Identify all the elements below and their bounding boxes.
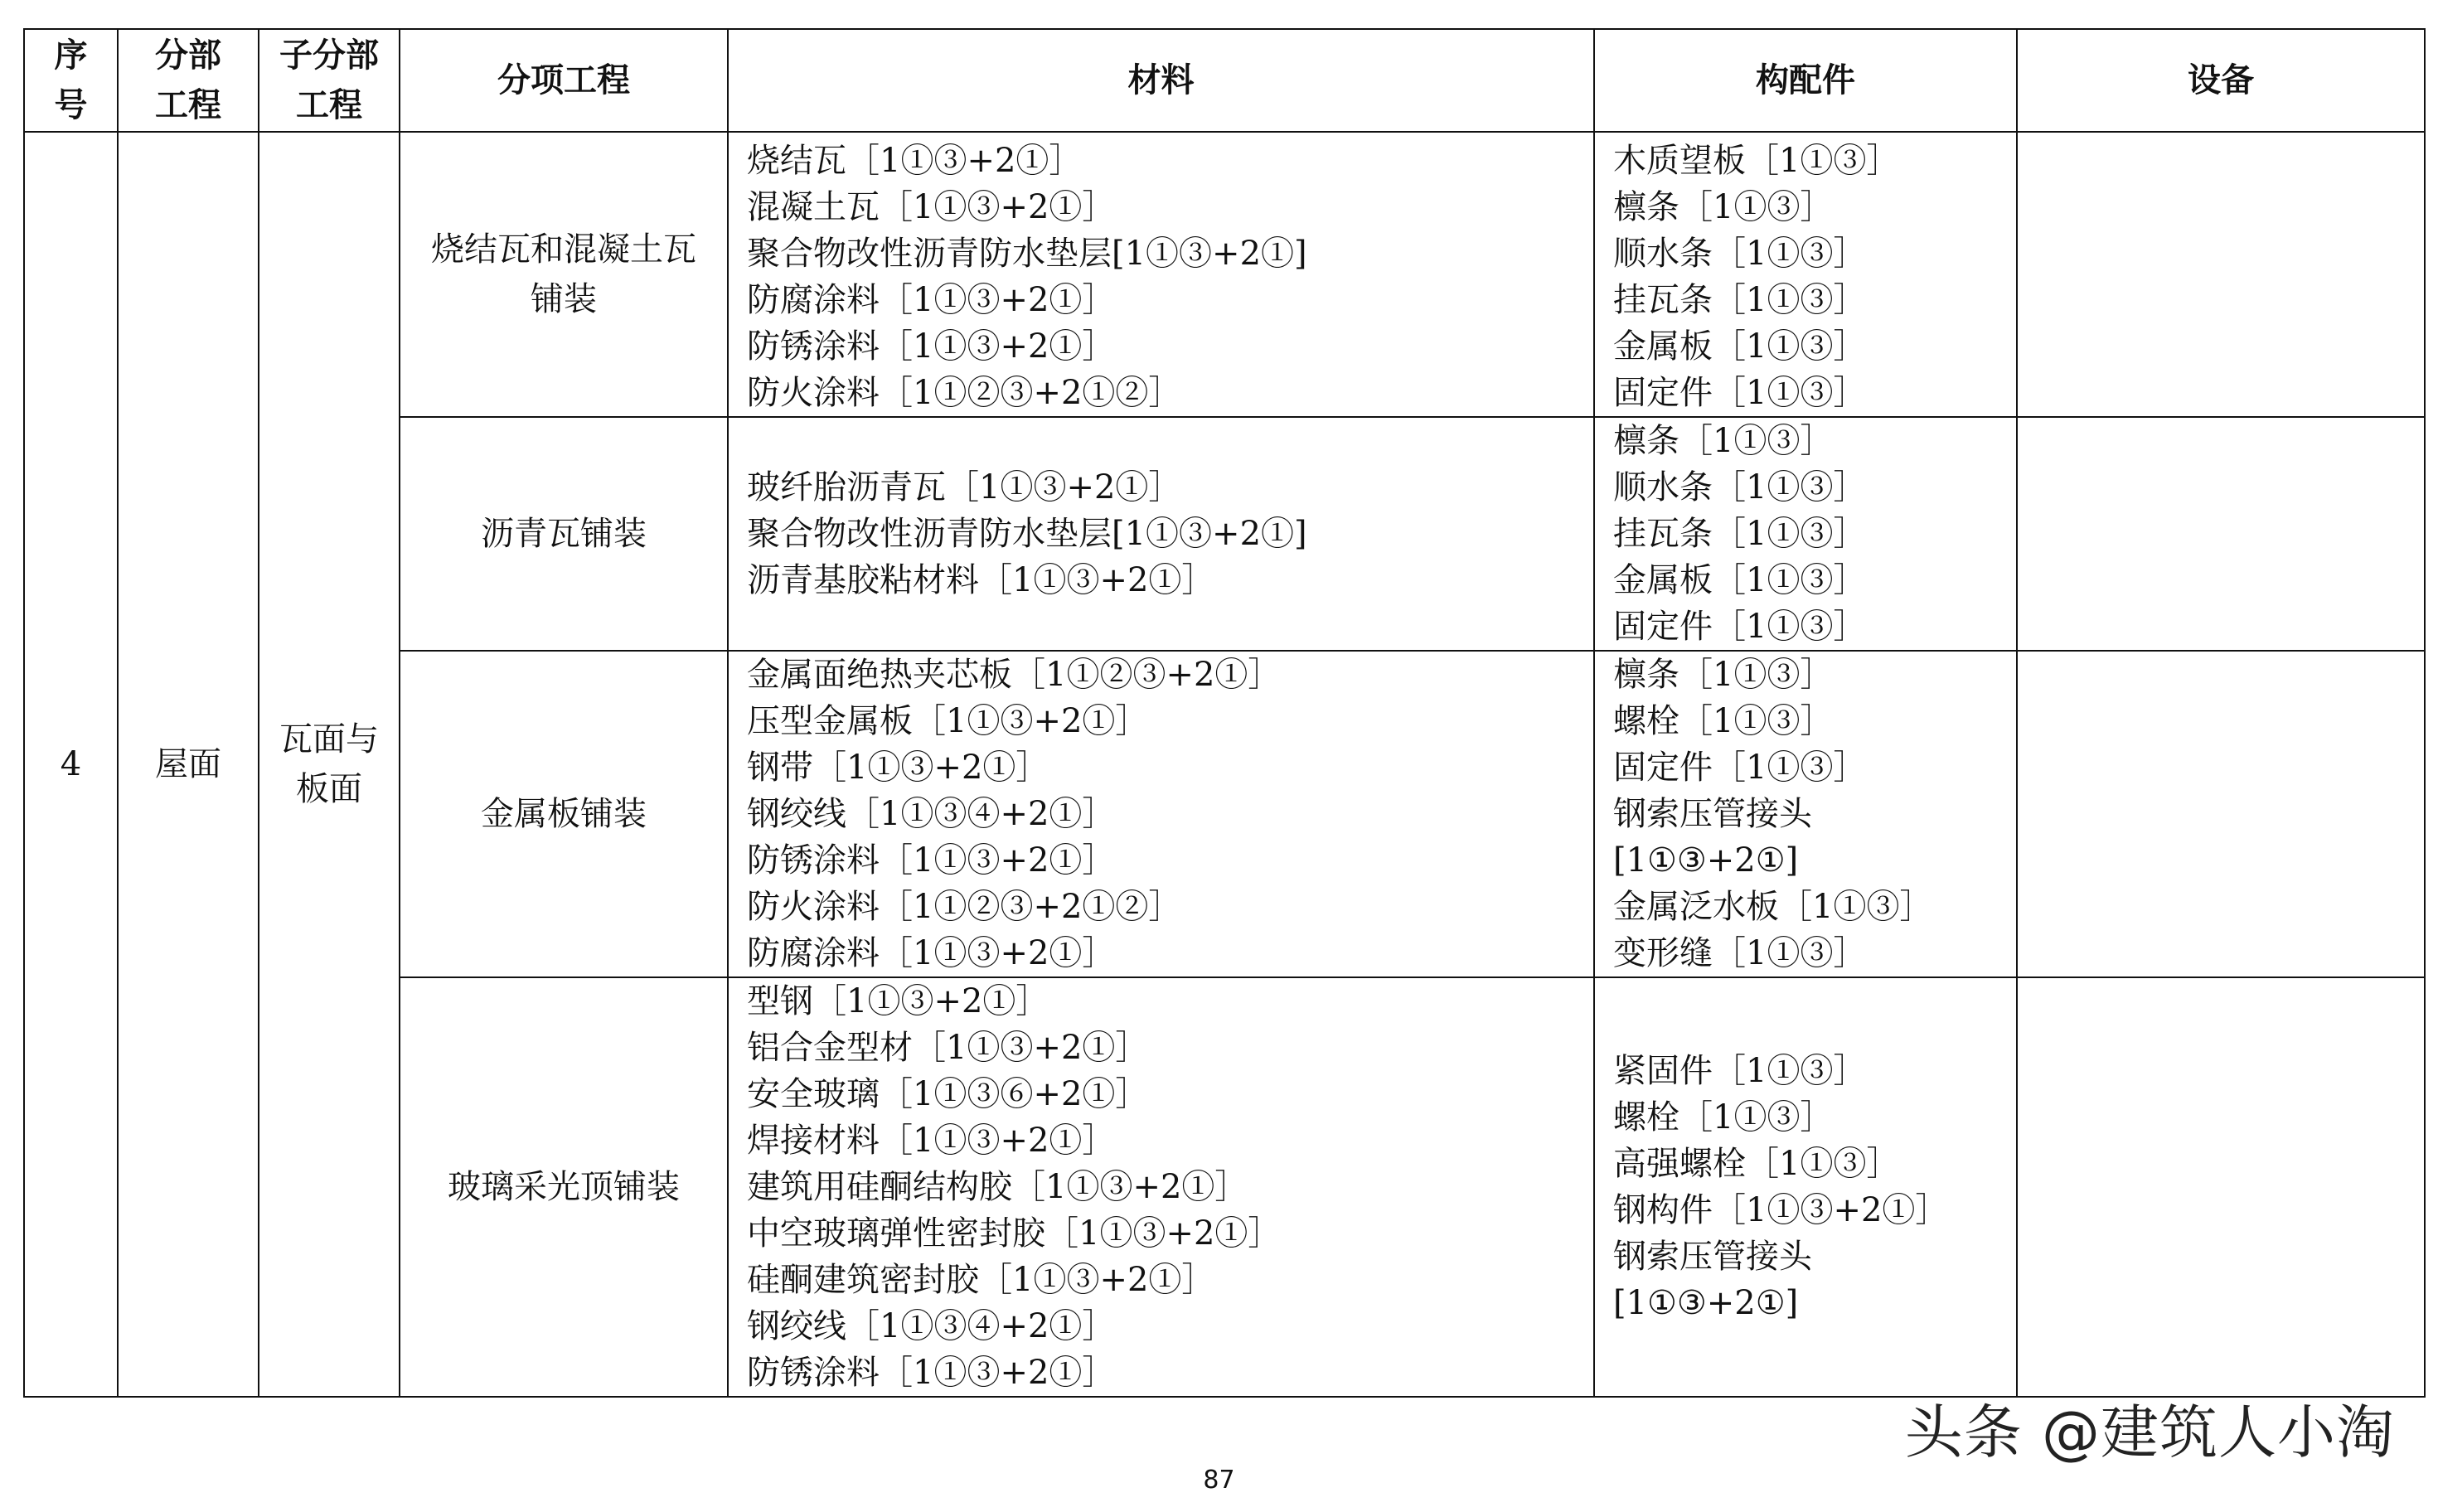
component-entry: 钢构件［1①③+2①］ <box>1613 1191 1949 1229</box>
seq-cell: 4 <box>24 132 118 1397</box>
material-entry: 烧结瓦［1①③+2①］ <box>747 142 1083 180</box>
components-cell <box>1594 651 2017 977</box>
equipment-cell <box>2017 977 2425 1397</box>
component-entry: 檩条［1①③］ <box>1613 656 1834 694</box>
item-name-line: 烧结瓦和混凝土瓦 <box>431 230 696 269</box>
header-row <box>24 29 2425 132</box>
header-seq-line2: 号 <box>54 85 88 124</box>
material-entry: 铝合金型材［1①③+2①］ <box>747 1029 1149 1067</box>
material-entry: 聚合物改性沥青防水垫层[1①③+2①] <box>747 235 1307 273</box>
header-item: 分项工程 <box>400 29 728 132</box>
component-entry: 金属泛水板［1①③］ <box>1613 888 1933 926</box>
header-subdivision <box>259 29 400 132</box>
material-entry: 防腐涂料［1①③+2①］ <box>747 281 1116 319</box>
watermark: 头条 @建筑人小淘 <box>1904 1398 2395 1466</box>
subdivision-line2: 板面 <box>296 770 362 808</box>
material-entry: 中空玻璃弹性密封胶［1①③+2①］ <box>747 1214 1282 1253</box>
component-entry: 变形缝［1①③］ <box>1613 934 1867 972</box>
header-division-line2: 工程 <box>155 85 221 124</box>
component-entry: 钢索压管接头 <box>1613 1238 1812 1276</box>
header-seq-line1: 序 <box>54 36 88 75</box>
material-entry: 型钢［1①③+2①］ <box>747 982 1049 1020</box>
table-row <box>24 132 2425 417</box>
component-entry: 挂瓦条［1①③］ <box>1613 281 1867 319</box>
material-entry: 压型金属板［1①③+2①］ <box>747 702 1149 740</box>
item-name-cell <box>400 417 728 651</box>
material-entry: 混凝土瓦［1①③+2①］ <box>747 188 1116 226</box>
material-entry: 防锈涂料［1①③+2①］ <box>747 327 1116 366</box>
header-equipment: 设备 <box>2017 29 2425 132</box>
material-entry: 防锈涂料［1①③+2①］ <box>747 841 1116 880</box>
material-entry: 金属面绝热夹芯板［1①②③+2①］ <box>747 656 1282 694</box>
material-entry: 钢绞线［1①③④+2①］ <box>747 1307 1116 1345</box>
item-name-line: 沥青瓦铺装 <box>481 515 647 553</box>
header-materials: 材料 <box>728 29 1594 132</box>
component-entry: 紧固件［1①③］ <box>1613 1052 1867 1090</box>
components-cell <box>1594 977 2017 1397</box>
material-entry: 防火涂料［1①②③+2①②］ <box>747 888 1182 926</box>
item-name-cell <box>400 132 728 417</box>
item-name-cell <box>400 651 728 977</box>
material-entry: 建筑用硅酮结构胶［1①③+2①］ <box>747 1168 1248 1206</box>
component-entry: [1①③+2①] <box>1613 841 1799 880</box>
component-entry: 金属板［1①③］ <box>1613 327 1867 366</box>
page-number: 87 <box>1203 1466 1235 1495</box>
material-entry: 防腐涂料［1①③+2①］ <box>747 934 1116 972</box>
component-entry: 固定件［1①③］ <box>1613 749 1867 787</box>
header-components: 构配件 <box>1594 29 2017 132</box>
material-entry: 安全玻璃［1①③⑥+2①］ <box>747 1075 1149 1113</box>
header-seq <box>24 29 118 132</box>
equipment-cell <box>2017 651 2425 977</box>
components-cell <box>1594 417 2017 651</box>
component-entry: 木质望板［1①③］ <box>1613 142 1900 180</box>
material-entry: 聚合物改性沥青防水垫层[1①③+2①] <box>747 515 1307 553</box>
material-entry: 钢绞线［1①③④+2①］ <box>747 795 1116 833</box>
equipment-cell <box>2017 417 2425 651</box>
materials-cell <box>728 651 1594 977</box>
material-entry: 防锈涂料［1①③+2①］ <box>747 1354 1116 1392</box>
material-entry: 防火涂料［1①②③+2①②］ <box>747 374 1182 412</box>
material-entry: 沥青基胶粘材料［1①③+2①］ <box>747 561 1215 599</box>
item-name-line: 金属板铺装 <box>481 795 647 833</box>
component-entry: 顺水条［1①③］ <box>1613 235 1867 273</box>
components-cell <box>1594 132 2017 417</box>
item-name-cell <box>400 977 728 1397</box>
materials-cell <box>728 977 1594 1397</box>
specification-table <box>23 28 2426 1398</box>
component-entry: [1①③+2①] <box>1613 1284 1799 1322</box>
component-entry: 金属板［1①③］ <box>1613 561 1867 599</box>
material-entry: 焊接材料［1①③+2①］ <box>747 1122 1116 1160</box>
component-entry: 固定件［1①③］ <box>1613 608 1867 646</box>
component-entry: 顺水条［1①③］ <box>1613 468 1867 506</box>
material-entry: 硅酮建筑密封胶［1①③+2①］ <box>747 1261 1215 1299</box>
component-entry: 螺栓［1①③］ <box>1613 702 1834 740</box>
header-subdivision-line1: 子分部 <box>279 36 379 75</box>
item-name-line: 铺装 <box>531 280 597 318</box>
component-entry: 高强螺栓［1①③］ <box>1613 1145 1900 1183</box>
component-entry: 檩条［1①③］ <box>1613 188 1834 226</box>
materials-cell <box>728 132 1594 417</box>
material-entry: 玻纤胎沥青瓦［1①③+2①］ <box>747 468 1182 506</box>
component-entry: 挂瓦条［1①③］ <box>1613 515 1867 553</box>
component-entry: 檩条［1①③］ <box>1613 422 1834 460</box>
component-entry: 螺栓［1①③］ <box>1613 1098 1834 1136</box>
materials-cell <box>728 417 1594 651</box>
component-entry: 钢索压管接头 <box>1613 795 1812 833</box>
equipment-cell <box>2017 132 2425 417</box>
component-entry: 固定件［1①③］ <box>1613 374 1867 412</box>
item-name-line: 玻璃采光顶铺装 <box>448 1168 680 1206</box>
subdivision-line1: 瓦面与 <box>279 720 379 758</box>
header-division <box>118 29 259 132</box>
subdivision-cell <box>259 132 400 1397</box>
division-cell: 屋面 <box>118 132 259 1397</box>
header-subdivision-line2: 工程 <box>296 85 362 124</box>
header-division-line1: 分部 <box>155 36 221 75</box>
material-entry: 钢带［1①③+2①］ <box>747 749 1049 787</box>
